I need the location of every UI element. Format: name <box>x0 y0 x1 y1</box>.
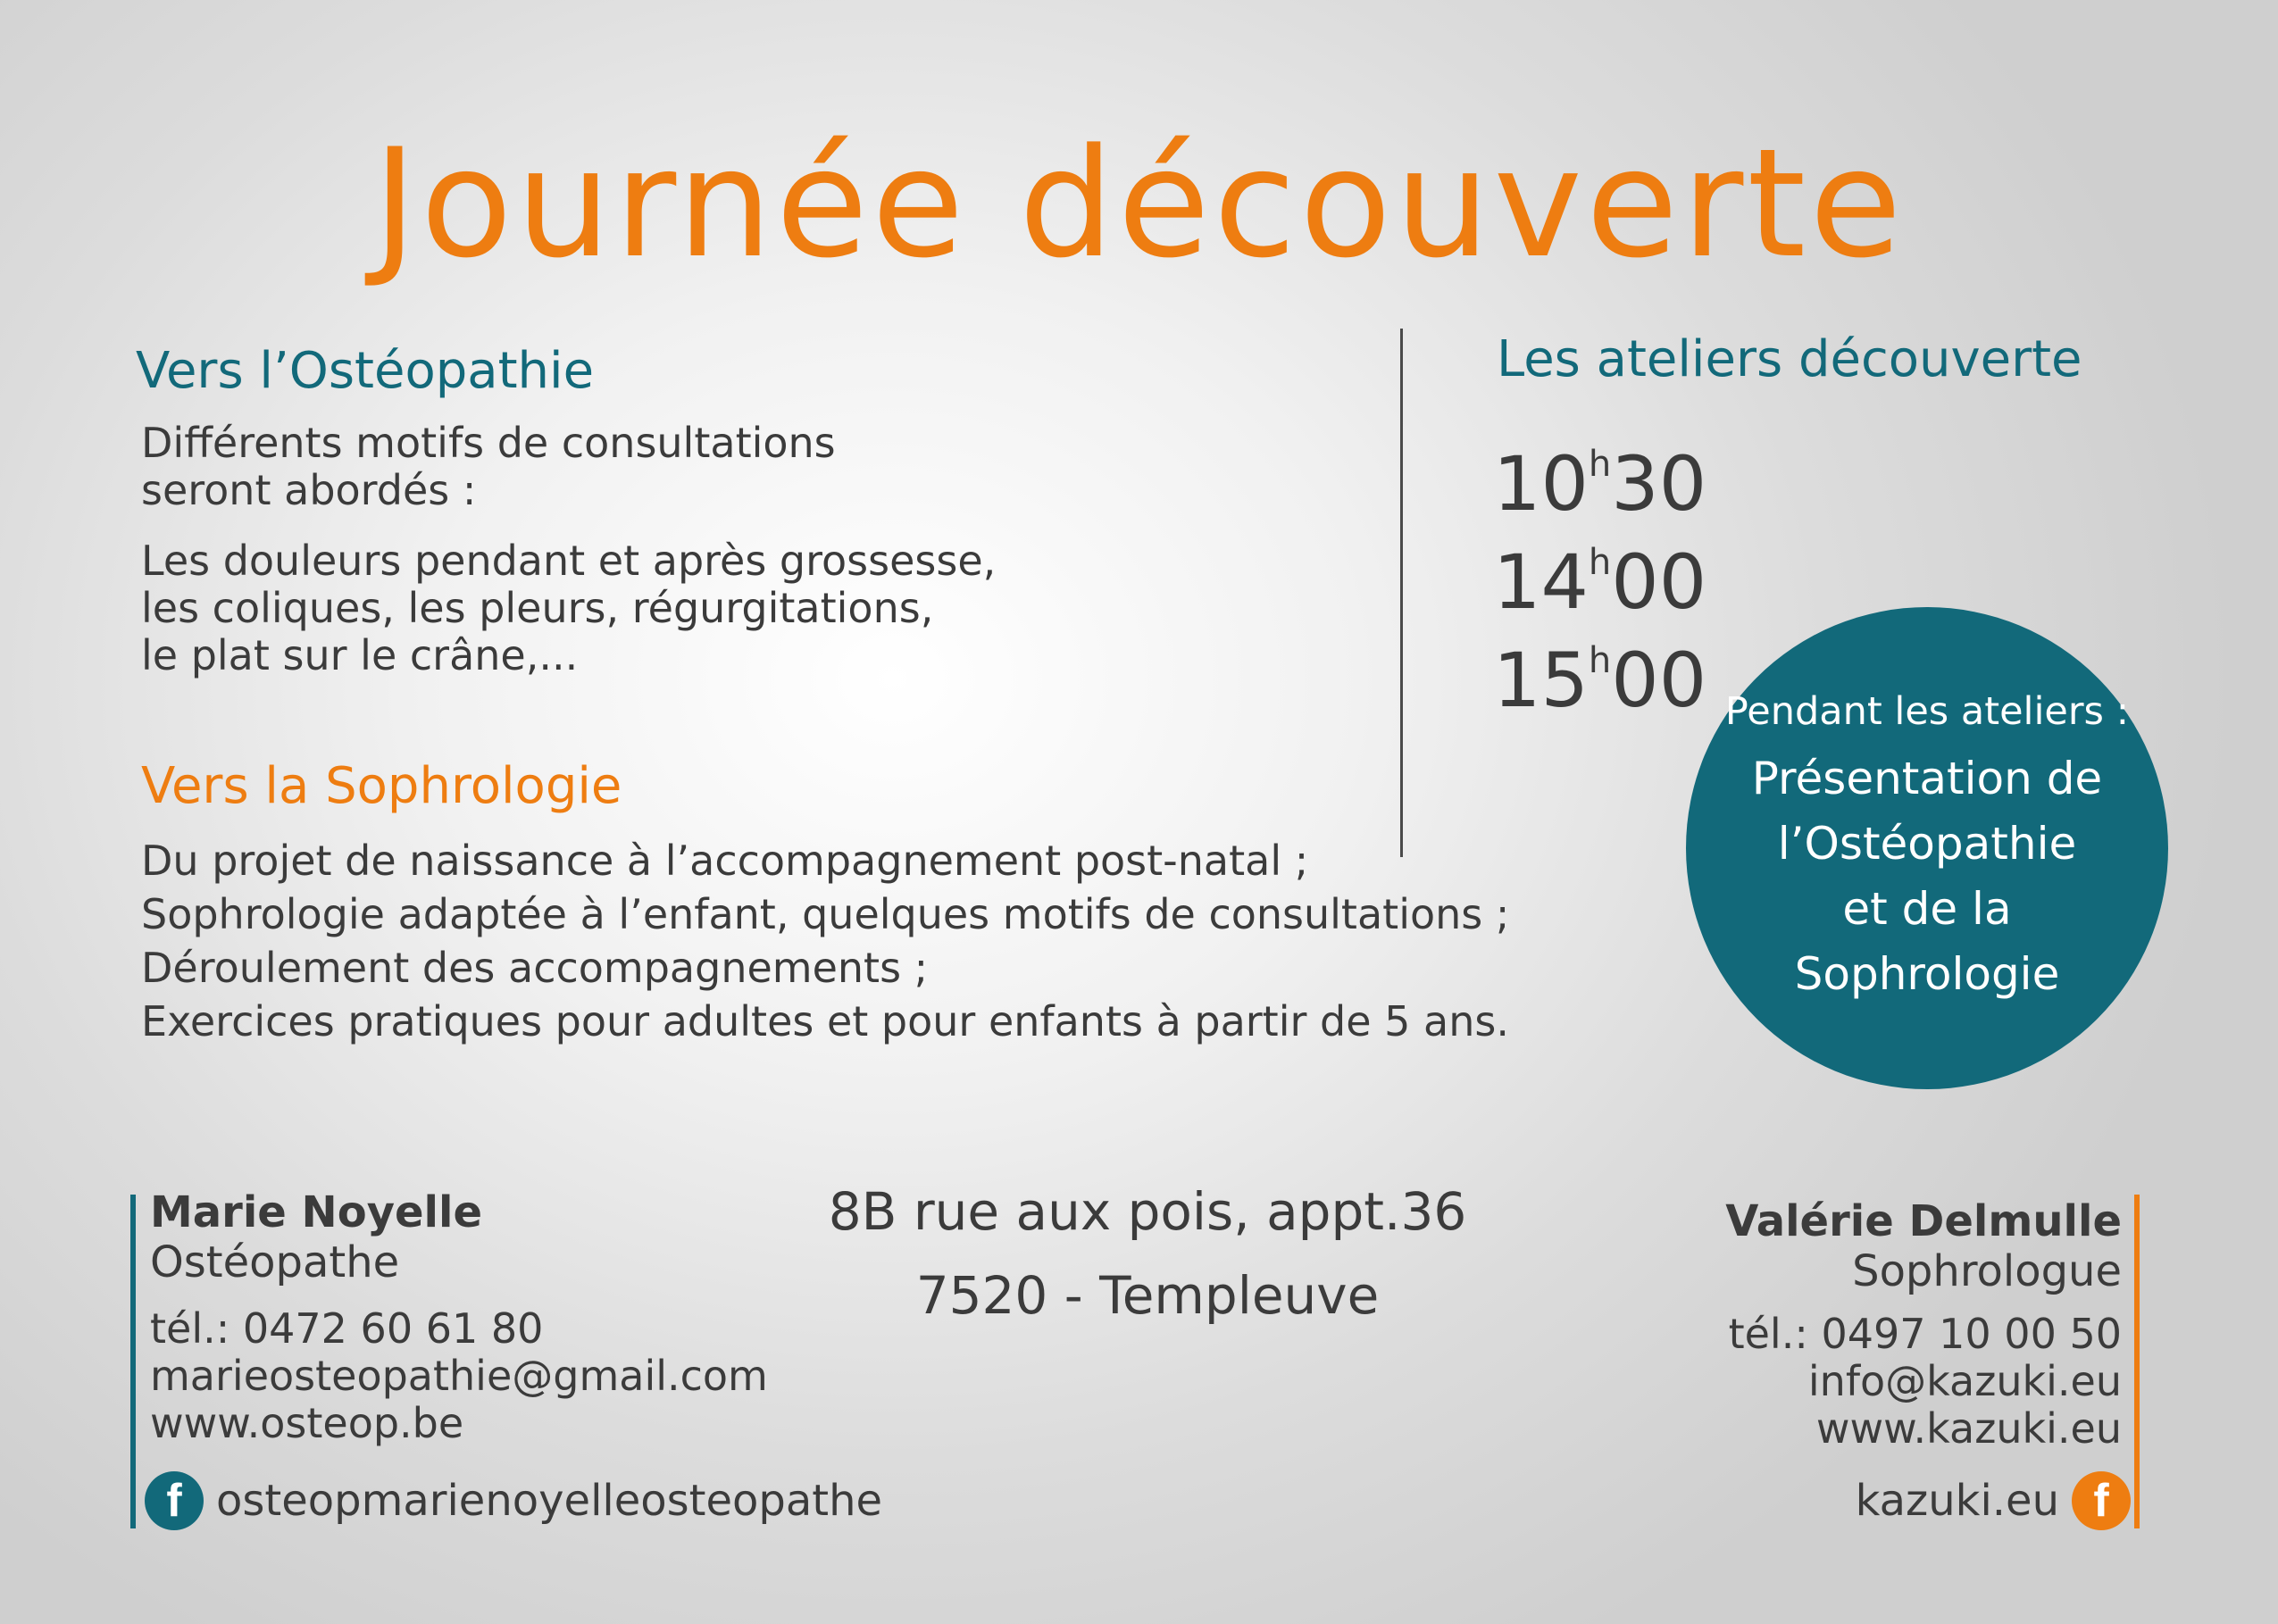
time-hour: 10 <box>1493 440 1589 528</box>
sophrologie-list <box>141 834 1509 1048</box>
contact-email[interactable]: info@kazuki.eu <box>1807 1357 2122 1405</box>
sophrologie-list-line: Du projet de naissance à l’accompagnement post-natal ; <box>141 837 1309 885</box>
contact-website[interactable]: www.kazuki.eu <box>1815 1404 2122 1453</box>
time-separator: h <box>1588 640 1612 681</box>
sophrologie-list-line: Déroulement des accompagnements ; <box>141 944 929 992</box>
osteopathie-heading: Vers l’Ostéopathie <box>136 342 595 400</box>
facebook-icon[interactable]: f <box>145 1471 204 1530</box>
ateliers-heading: Les ateliers découverte <box>1497 330 2082 388</box>
osteopathie-list <box>141 537 996 679</box>
facebook-link-sophrologue[interactable] <box>1607 1471 2131 1530</box>
contact-website[interactable]: www.osteop.be <box>150 1399 464 1447</box>
time-minutes: 00 <box>1611 637 1707 724</box>
time-separator: h <box>1588 542 1612 583</box>
contact-role: Sophrologue <box>1852 1246 2122 1296</box>
facebook-handle[interactable]: kazuki.eu <box>1855 1476 2059 1526</box>
osteopathie-list-line: le plat sur le crâne,... <box>141 631 579 679</box>
contact-phone[interactable]: tél.: 0472 60 61 80 <box>150 1304 544 1353</box>
contact-phone[interactable]: tél.: 0497 10 00 50 <box>1728 1310 2122 1358</box>
contact-name: Valérie Delmulle <box>1725 1196 2122 1246</box>
circle-line: Présentation de <box>1751 753 2103 804</box>
circle-intro: Pendant les ateliers : <box>1724 689 2130 734</box>
time-separator: h <box>1588 444 1612 485</box>
contact-email[interactable]: marieosteopathie@gmail.com <box>150 1352 768 1400</box>
sophrologie-heading: Vers la Sophrologie <box>141 757 622 815</box>
time-minutes: 30 <box>1611 440 1707 528</box>
circle-line: Sophrologie <box>1794 948 2060 1000</box>
left-accent-bar <box>130 1195 136 1528</box>
contact-osteopathe <box>150 1187 768 1447</box>
osteopathie-intro <box>141 420 836 514</box>
circle-line: et de la <box>1842 883 2012 935</box>
facebook-link-osteopathe[interactable] <box>145 1471 882 1530</box>
facebook-icon[interactable]: f <box>2072 1471 2131 1530</box>
contact-name: Marie Noyelle <box>150 1187 482 1237</box>
time-minutes: 00 <box>1611 538 1707 626</box>
time-slot <box>1493 425 1707 528</box>
address <box>786 1170 1509 1337</box>
osteopathie-list-line: les coliques, les pleurs, régurgitations, <box>141 584 934 632</box>
time-hour: 14 <box>1493 538 1589 626</box>
contact-sophrologue <box>1607 1196 2122 1453</box>
sophrologie-list-line: Exercices pratiques pour adultes et pour enfants à partir de 5 ans. <box>141 997 1509 1045</box>
time-slot <box>1493 621 1707 724</box>
page-title: Journée découverte <box>372 116 1906 291</box>
facebook-handle[interactable]: osteopmarienoyelleosteopathe <box>216 1476 883 1526</box>
ateliers-times <box>1493 425 1707 724</box>
osteopathie-intro-line: Différents motifs de consultations <box>141 419 836 467</box>
sophrologie-list-line: Sophrologie adaptée à l’enfant, quelques motifs de consultations ; <box>141 890 1510 938</box>
time-slot <box>1493 523 1707 626</box>
column-divider <box>1400 329 1403 857</box>
contact-role: Ostéopathe <box>150 1237 400 1287</box>
right-accent-bar <box>2134 1195 2140 1528</box>
time-hour: 15 <box>1493 637 1589 724</box>
circle-line: l’Ostéopathie <box>1777 818 2077 870</box>
osteopathie-intro-line: seront abordés : <box>141 466 477 514</box>
ateliers-circle-badge <box>1686 607 2168 1089</box>
osteopathie-list-line: Les douleurs pendant et après grossesse, <box>141 537 997 585</box>
address-line: 8B rue aux pois, appt.36 <box>828 1181 1467 1242</box>
address-line: 7520 - Templeuve <box>915 1265 1380 1326</box>
